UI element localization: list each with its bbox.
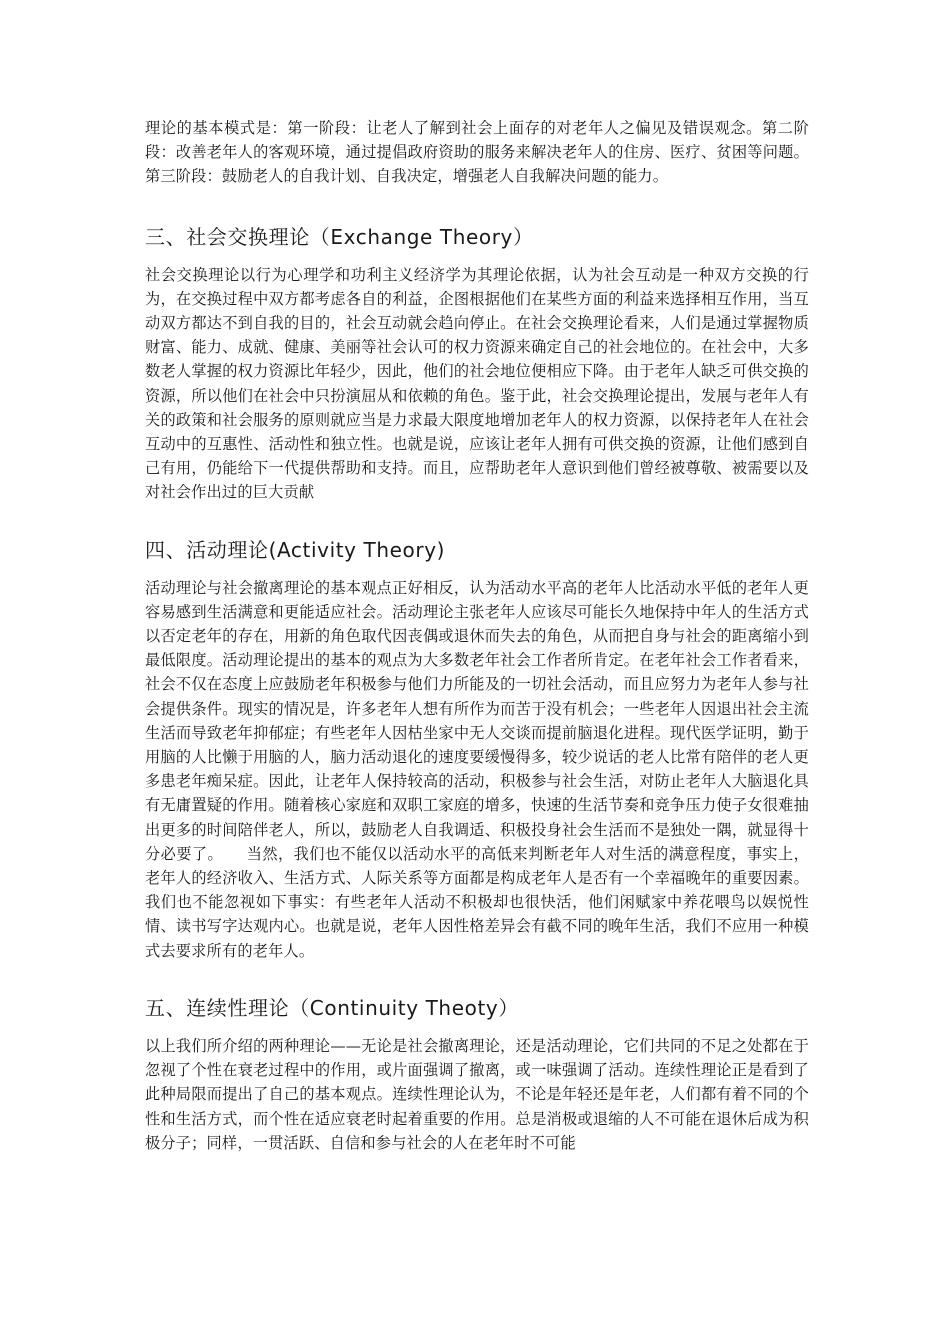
section-body-exchange-theory: 社会交换理论以行为心理学和功利主义经济学为其理论依据，认为社会互动是一种双方交换的行为，在交换过程中双方都考虑各自的利益，企图根据他们在某些方面的利益来选择相互作用，当互动双方都达不到自我的目的，社会互动就会趋向停止。在社会交换理论看来，人们是通过掌握物质财富、能力、成就、健康、美丽等社会认可的权力资源来确定自己的社会地位的。在社会中，大多数老人掌握的权力资源比年轻少，因此，他们的社会地位便相应下降。由于老年人缺乏可供交换的资源，所以他们在社会中只扮演屈从和依赖的角色。鉴于此，社会交换理论提出，发展与老年人有关的政策和社会服务的原则就应当是力求最大限度地增加老年人的权力资源，以保持老年人在社会互动中的互惠性、活动性和独立性。也就是说，应该让老年人拥有可供交换的资源，让他们感到自己有用，仍能给下一代提供帮助和支持。而且，应帮助老年人意识到他们曾经被尊敬、被需要以及对社会作出过的巨大贡献 — [145, 265, 809, 502]
section-heading-activity-theory: 四、活动理论(Activity Theory) — [145, 537, 446, 562]
document-page — [145, 116, 809, 1155]
section-body-continuity-theory: 以上我们所介绍的两种理论——无论是社会撤离理论，还是活动理论，它们共同的不足之处都在于忽视了个性在衰老过程中的作用，或片面强调了撤离，或一味强调了活动。连续性理论正是看到了此种局限而提出了自己的基本观点。连续性理论认为，不论是年轻还是年老，人们都有着不同的个性和生活方式，而个性在适应衰老时起着重要的作用。总是消极或退缩的人不可能在退休后成为积极分子；同样，一贯活跃、自信和参与社会的人在老年时不可能 — [145, 1036, 809, 1152]
section-body-activity-theory: 活动理论与社会撤离理论的基本观点正好相反，认为活动水平高的老年人比活动水平低的老年人更容易感到生活满意和更能适应社会。活动理论主张老年人应该尽可能长久地保持中年人的生活方式以否定老年的存在，用新的角色取代因丧偶或退休而失去的角色，从而把自身与社会的距离缩小到最低限度。活动理论提出的基本的观点为大多数老年社会工作者所肯定。在老年社会工作者看来，社会不仅在态度上应鼓励老年积极参与他们力所能及的一切社会活动，而且应努力为老年人参与社会提供条件。现实的情况是，许多老年人想有所作为而苦于没有机会；一些老年人因退出社会主流生活而导致老年抑郁症；有些老年人因枯坐家中无人交谈而提前脑退化进程。现代医学证明，勤于用脑的人比懒于用脑的人，脑力活动退化的速度要缓慢得多，较少说话的老人比常有陪伴的老人更多患老年痴呆症。因此，让老年人保持较高的活动，积极参与社会生活，对防止老年人大脑退化具有无庸置疑的作用。随着核心家庭和双职工家庭的增多，快速的生活节奏和竞争压力使子女很难抽出更多的时间陪伴老人，所以，鼓励老人自我调适、积极投身社会生活而不是独处一隅，就显得十分必要了。 当然，我们也不能仅以活动水平的高低来判断老年人对生活的满意程度，事实上，老年人的经济收入、生活方式、人际关系等方面都是构成老年人是否有一个幸福晚年的重要因素。我们也不能忽视如下事实：有些老年人活动不积极却也很快活，他们闲赋家中养花喂鸟以娱悦性情、读书写字达观内心。也就是说，老年人因性格差异会有截不同的晚年生活，我们不应用一种模式去要求所有的老年人。 — [145, 578, 809, 960]
section-heading-exchange-theory: 三、社会交换理论（Exchange Theory） — [145, 224, 534, 249]
intro-paragraph: 理论的基本模式是：第一阶段：让老人了解到社会上面存的对老年人之偏见及错误观念。第二阶段：改善老年人的客观环境，通过提倡政府资助的服务来解决老年人的住房、医疗、贫困等问题。第三阶段：鼓励老人的自我计划、自我决定，增强老人自我解决问题的能力。 — [145, 119, 809, 186]
section-heading-continuity-theory: 五、连续性理论（Continuity Theoty） — [145, 995, 519, 1020]
